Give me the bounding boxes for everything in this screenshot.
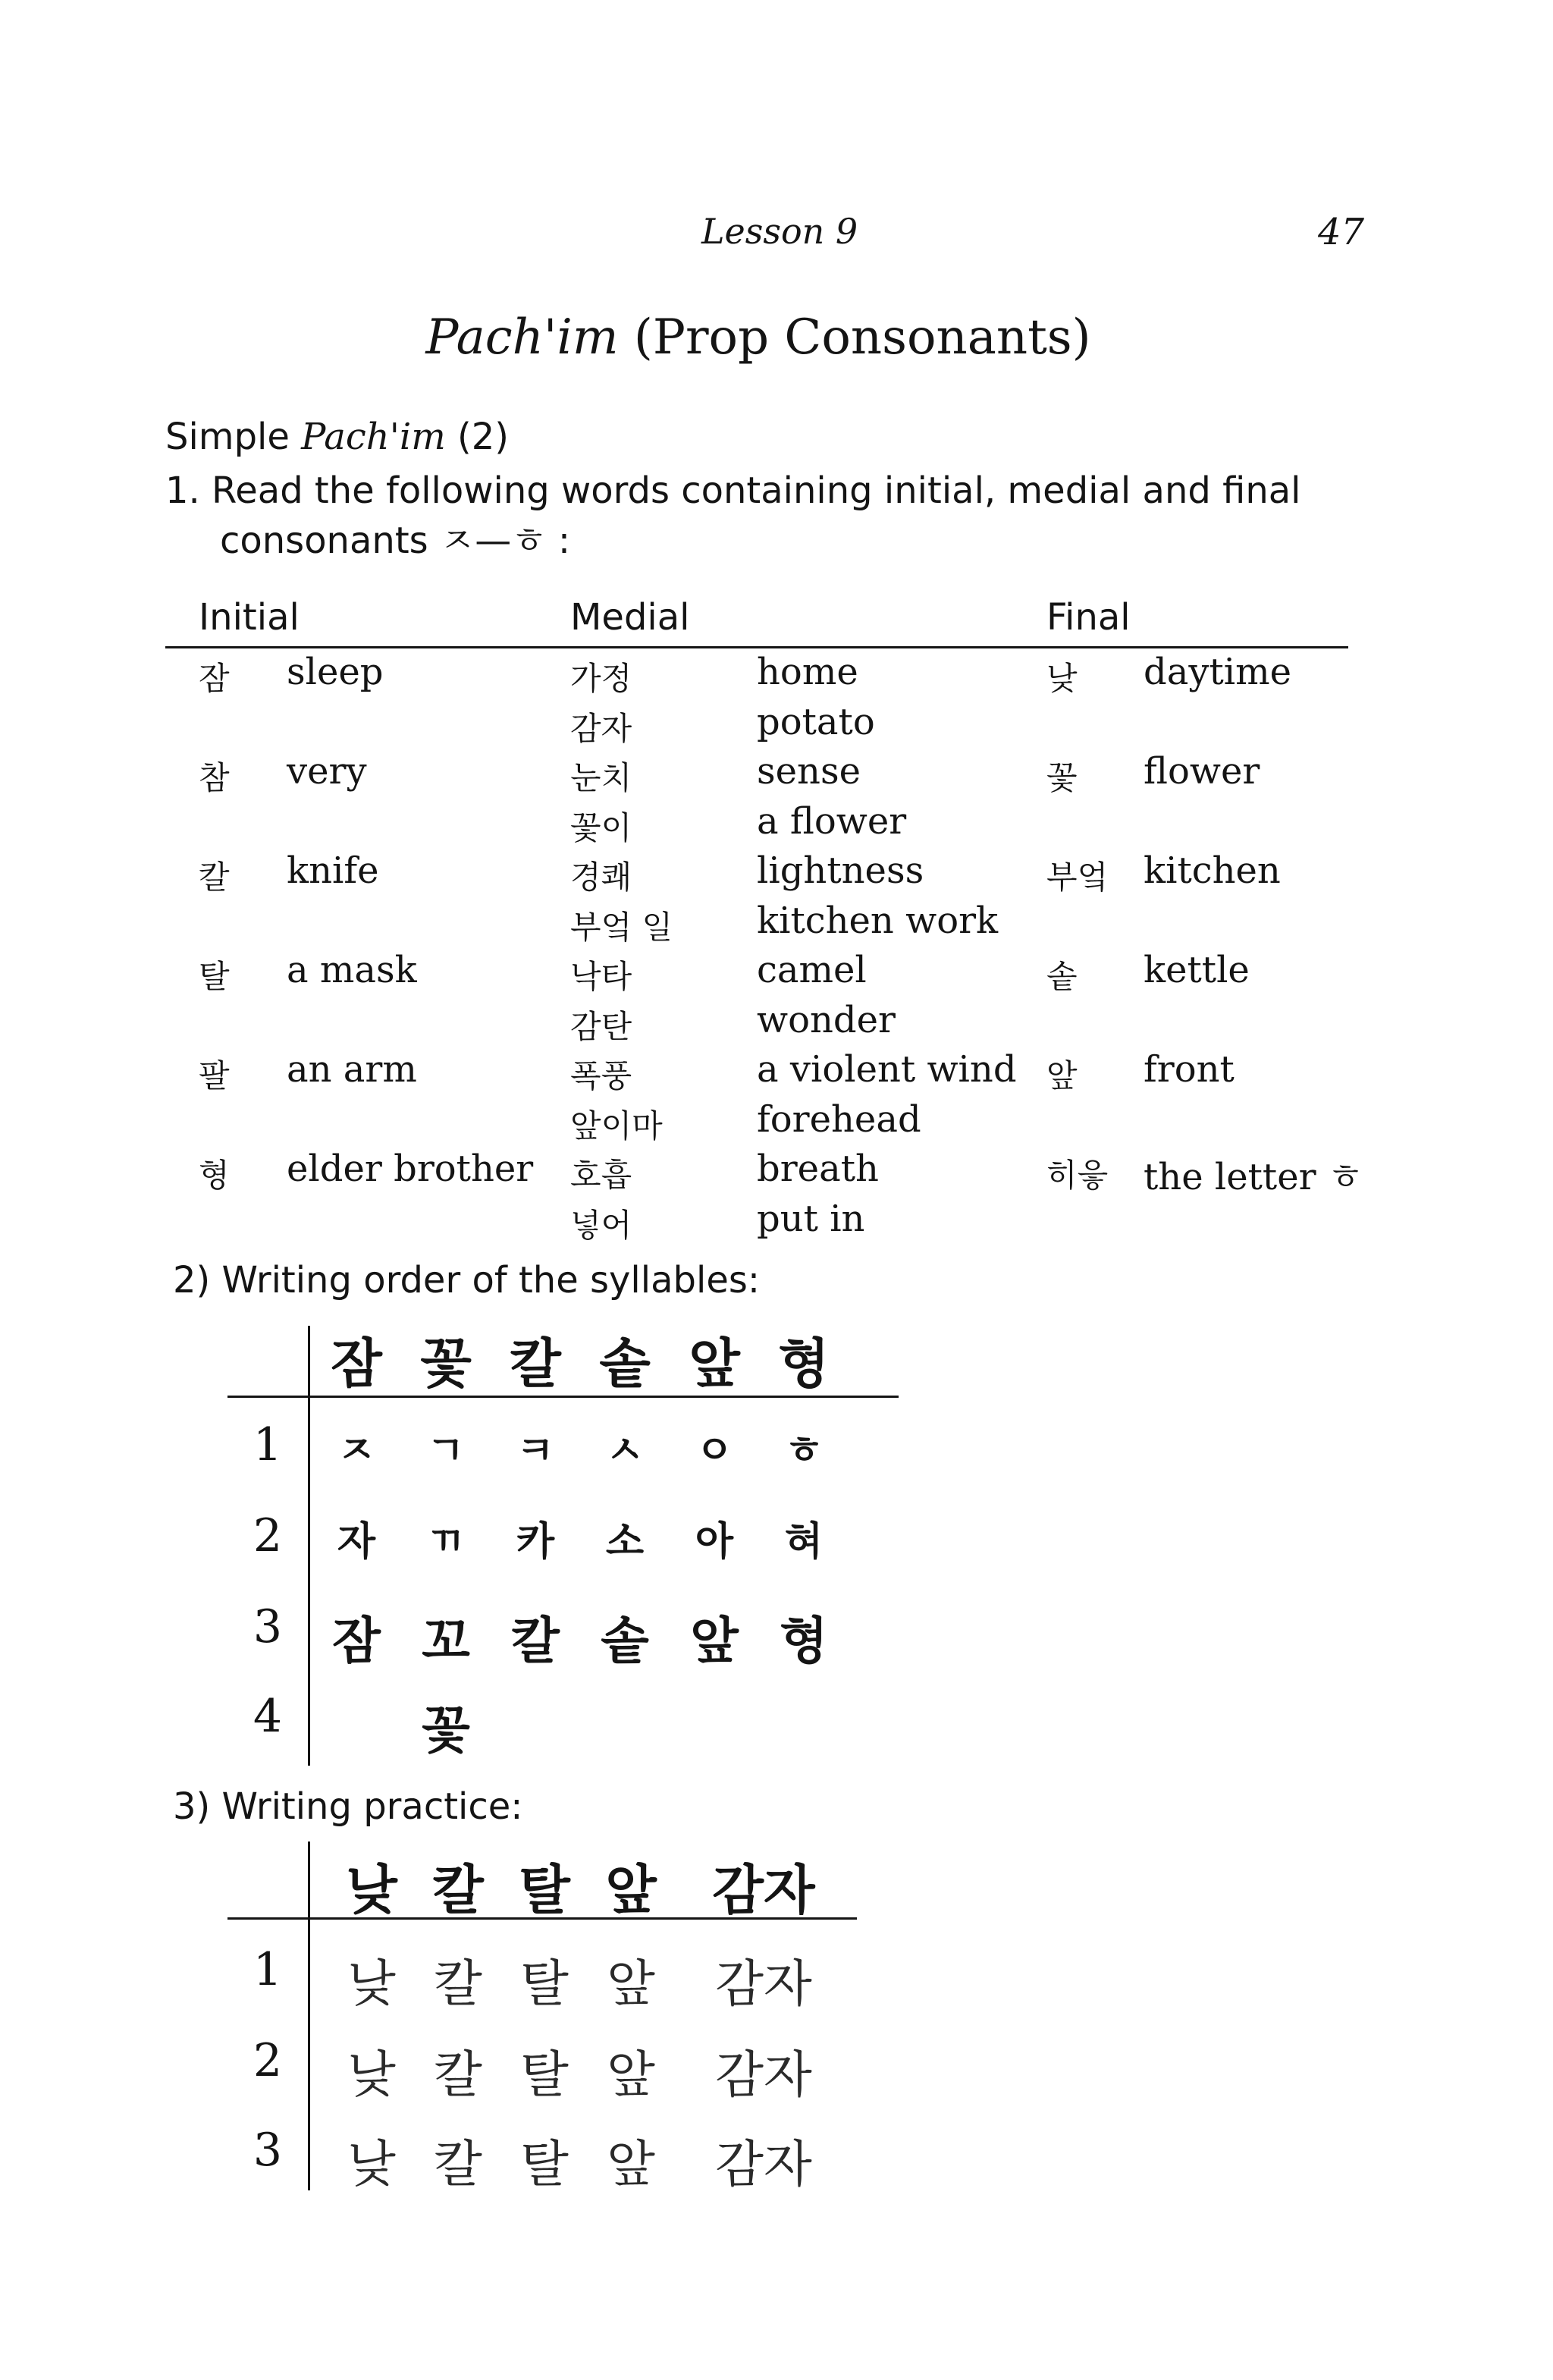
initial-korean: 칼 (199, 859, 230, 896)
step-stroke: ㅈ (337, 1428, 376, 1474)
initial-english: sleep (287, 651, 384, 693)
final-korean: 앞 (1046, 1057, 1078, 1094)
medial-english: a flower (757, 800, 907, 843)
practice-cell: 칼 (434, 1955, 482, 2013)
medial-korean: 꽃이 (570, 809, 632, 846)
step-stroke: 앞 (690, 1612, 739, 1670)
step-stroke: ㄲ (426, 1519, 466, 1565)
medial-english: forehead (757, 1098, 921, 1141)
final-english: kettle (1144, 949, 1250, 991)
medial-korean: 앞이마 (570, 1107, 663, 1144)
practice-row-number: 1 (253, 1943, 282, 1996)
practice-row-number: 2 (253, 2034, 282, 2087)
medial-korean: 감탄 (570, 1008, 632, 1045)
step-number: 2 (253, 1509, 282, 1562)
practice-cell: 감자 (715, 2046, 812, 2104)
practice-row-number: 3 (253, 2124, 282, 2177)
final-english: flower (1144, 750, 1260, 793)
subhead-italic: Pach'im (301, 416, 446, 458)
practice-word: 앞 (605, 1859, 657, 1921)
table-header-rule (165, 646, 1348, 648)
medial-english: a violent wind (757, 1048, 1017, 1091)
step-stroke: 솥 (601, 1612, 649, 1670)
medial-english: lightness (757, 849, 924, 892)
step-number: 3 (253, 1600, 282, 1653)
final-korean: 꽃 (1046, 759, 1078, 796)
practice-cell: 앞 (607, 1955, 655, 2013)
section-3-heading: 3) Writing practice: (173, 1785, 523, 1828)
step-stroke: 칼 (511, 1612, 560, 1670)
final-english: the letter ㅎ (1144, 1156, 1363, 1198)
medial-korean: 감자 (570, 710, 632, 747)
initial-english: an arm (287, 1048, 417, 1091)
medial-korean: 폭풍 (570, 1057, 632, 1094)
syllable-header: 칼 (510, 1333, 561, 1395)
medial-korean: 경쾌 (570, 859, 632, 896)
title-rest: (Prop Consonants) (618, 309, 1091, 366)
medial-korean: 부엌 일 (570, 909, 673, 946)
syllable-header: 솥 (599, 1333, 651, 1395)
final-english: front (1144, 1048, 1235, 1091)
practice-cell: 감자 (715, 1955, 812, 2013)
practice-vrule (308, 1842, 310, 2190)
syllable-header: 꽃 (420, 1333, 472, 1395)
syllable-header: 앞 (689, 1333, 740, 1395)
medial-english: sense (757, 750, 861, 793)
page-title (0, 309, 1517, 366)
step-stroke: ㅎ (784, 1428, 824, 1474)
final-korean: 부엌 (1046, 859, 1109, 896)
practice-cell: 낮 (347, 1955, 396, 2013)
step-stroke: ㅇ (695, 1428, 734, 1474)
medial-english: wonder (757, 999, 896, 1041)
medial-english: breath (757, 1148, 879, 1190)
step-stroke: 꼬 (422, 1612, 470, 1670)
step-stroke: 혀 (784, 1519, 824, 1565)
final-korean: 솥 (1046, 958, 1078, 995)
syllable-header: 잠 (331, 1333, 382, 1395)
medial-english: kitchen work (757, 900, 999, 942)
step-stroke: 아 (695, 1519, 734, 1565)
column-header-final: Final (1046, 596, 1131, 639)
medial-korean: 호흡 (570, 1157, 632, 1194)
final-korean: 낮 (1046, 660, 1078, 697)
practice-cell: 낮 (347, 2046, 396, 2104)
practice-word: 감자 (712, 1859, 815, 1921)
initial-english: a mask (287, 949, 417, 991)
step-stroke: 꽃 (422, 1701, 470, 1760)
step-stroke: 형 (780, 1612, 828, 1670)
column-header-initial: Initial (199, 596, 300, 639)
initial-korean: 잠 (199, 660, 230, 697)
syllable-header: 형 (778, 1333, 830, 1395)
initial-english: very (287, 750, 367, 793)
practice-cell: 앞 (607, 2046, 655, 2104)
practice-cell: 탈 (520, 2135, 569, 2193)
practice-cell: 탈 (520, 1955, 569, 2013)
medial-english: put in (757, 1198, 865, 1240)
final-english: daytime (1144, 651, 1292, 693)
practice-cell: 앞 (607, 2135, 655, 2193)
practice-cell: 감자 (715, 2135, 812, 2193)
subheading (165, 416, 509, 458)
medial-english: home (757, 651, 858, 693)
subhead-text: Simple (165, 416, 302, 458)
final-english: kitchen (1144, 849, 1281, 892)
practice-word: 탈 (519, 1859, 570, 1921)
instruction (165, 466, 1360, 566)
initial-english: knife (287, 849, 379, 892)
medial-korean: 낙타 (570, 958, 632, 995)
subhead-suffix: (2) (445, 416, 510, 458)
step-number: 4 (253, 1690, 282, 1743)
step-stroke: ㅅ (605, 1428, 645, 1474)
step-stroke: 잠 (332, 1612, 381, 1670)
instruction-line-1: 1. Read the following words containing initial, medial and final (165, 469, 1301, 512)
section-2-heading: 2) Writing order of the syllables: (173, 1259, 761, 1301)
step-stroke: 소 (605, 1519, 645, 1565)
practice-cell: 탈 (520, 2046, 569, 2104)
step-stroke: ㄱ (426, 1428, 466, 1474)
practice-cell: 칼 (434, 2046, 482, 2104)
initial-korean: 팔 (199, 1057, 230, 1094)
page-number: 47 (1318, 211, 1365, 253)
column-header-medial: Medial (570, 596, 690, 639)
initial-korean: 참 (199, 759, 230, 796)
step-stroke: 자 (337, 1519, 376, 1565)
initial-korean: 탈 (199, 958, 230, 995)
step-stroke: ㅋ (516, 1428, 555, 1474)
initial-english: elder brother (287, 1148, 534, 1190)
title-italic: Pach'im (425, 309, 619, 366)
step-number: 1 (253, 1418, 282, 1471)
final-korean: 히읗 (1046, 1157, 1109, 1194)
medial-korean: 가정 (570, 660, 632, 697)
practice-cell: 칼 (434, 2135, 482, 2193)
medial-english: camel (757, 949, 867, 991)
instruction-line-2: consonants ㅈ—ㅎ : (220, 520, 571, 562)
practice-word: 칼 (432, 1859, 484, 1921)
medial-korean: 눈치 (570, 759, 632, 796)
practice-cell: 낮 (347, 2135, 396, 2193)
step-stroke: 카 (516, 1519, 555, 1565)
initial-korean: 형 (199, 1157, 230, 1194)
writing-order-vrule (308, 1326, 310, 1766)
running-header-lesson: Lesson 9 (701, 211, 858, 252)
medial-korean: 넣어 (570, 1207, 632, 1244)
medial-english: potato (757, 701, 875, 743)
practice-word: 낮 (346, 1859, 397, 1921)
